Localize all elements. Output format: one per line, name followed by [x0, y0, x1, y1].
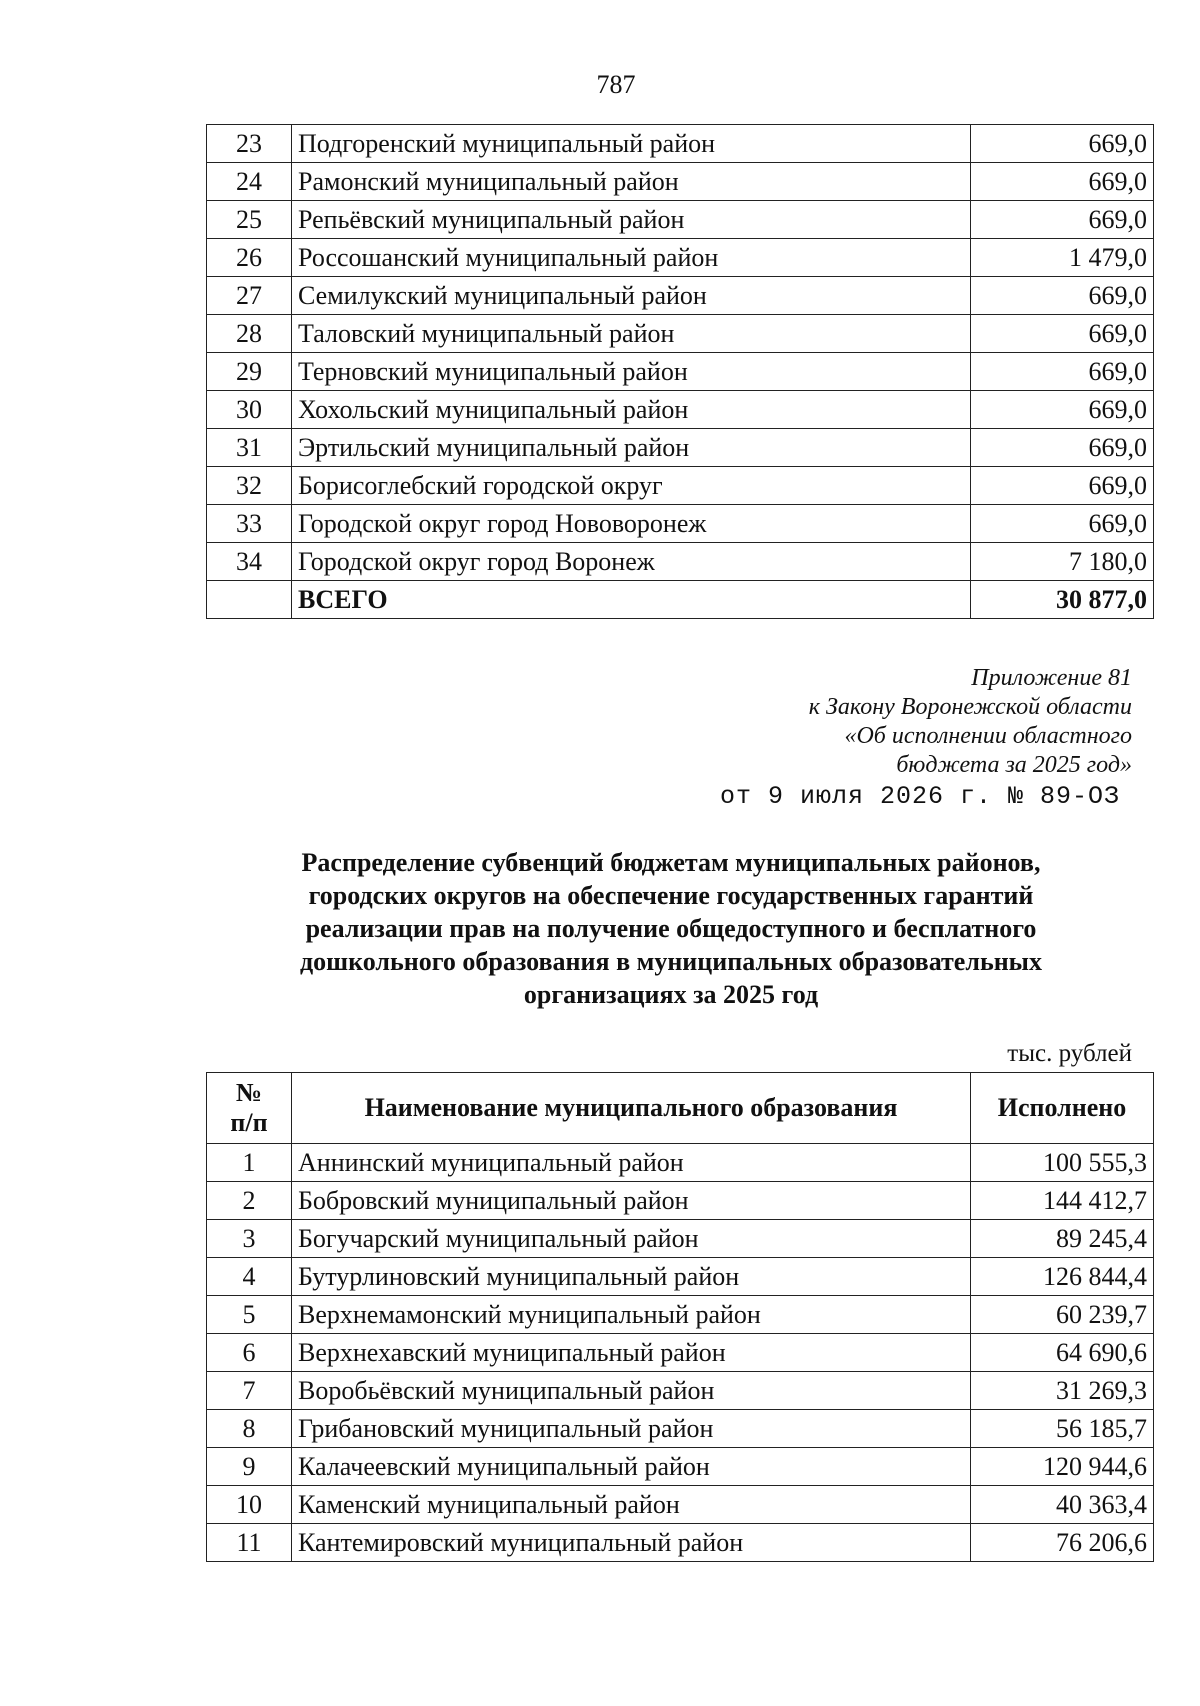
row-name: Терновский муниципальный район: [292, 353, 971, 391]
row-value: 669,0: [971, 353, 1154, 391]
table-row: [207, 1296, 1154, 1334]
title-line: дошкольного образования в муниципальных образовательных: [300, 947, 1042, 976]
row-name: Бутурлиновский муниципальный район: [292, 1258, 971, 1296]
total-value: 30 877,0: [971, 581, 1154, 619]
law-date-stamp: от 9 июля 2026 г. № 89-ОЗ: [719, 782, 1120, 811]
row-name: Калачеевский муниципальный район: [292, 1448, 971, 1486]
row-name: Эртильский муниципальный район: [292, 429, 971, 467]
table-row: [207, 277, 1154, 315]
table-row: [207, 201, 1154, 239]
row-name: Подгоренский муниципальный район: [292, 125, 971, 163]
row-number: 23: [207, 125, 292, 163]
row-number: 28: [207, 315, 292, 353]
row-value: 144 412,7: [971, 1182, 1154, 1220]
table-header-row: [207, 1073, 1154, 1144]
table-row: [207, 1448, 1154, 1486]
row-value: 31 269,3: [971, 1372, 1154, 1410]
title-line: Распределение субвенций бюджетам муниципальных районов,: [301, 848, 1041, 877]
row-number: 25: [207, 201, 292, 239]
row-name: Семилукский муниципальный район: [292, 277, 971, 315]
appendix-line: бюджета за 2025 год»: [896, 752, 1132, 778]
header-number-line1: №: [235, 1078, 263, 1107]
row-number: 27: [207, 277, 292, 315]
row-value: 76 206,6: [971, 1524, 1154, 1562]
title-line: организациях за 2025 год: [523, 980, 819, 1009]
table-row: [207, 1524, 1154, 1562]
table-row: [207, 1334, 1154, 1372]
row-number: 8: [207, 1410, 292, 1448]
row-number: 6: [207, 1334, 292, 1372]
header-number-line2: п/п: [230, 1108, 268, 1137]
table-row: [207, 467, 1154, 505]
row-value: 60 239,7: [971, 1296, 1154, 1334]
row-value: 669,0: [971, 163, 1154, 201]
appendix-note: [809, 664, 1132, 780]
row-number: 1: [207, 1144, 292, 1182]
row-number: 10: [207, 1486, 292, 1524]
row-value: 669,0: [971, 505, 1154, 543]
row-number: 31: [207, 429, 292, 467]
table-row: [207, 543, 1154, 581]
row-number: 32: [207, 467, 292, 505]
table-row: [207, 163, 1154, 201]
row-value: 669,0: [971, 429, 1154, 467]
row-name: Верхнемамонский муниципальный район: [292, 1296, 971, 1334]
row-value: 669,0: [971, 315, 1154, 353]
row-number: 24: [207, 163, 292, 201]
row-name: Таловский муниципальный район: [292, 315, 971, 353]
table-row: [207, 1182, 1154, 1220]
page-number: 787: [596, 70, 636, 99]
row-name: Богучарский муниципальный район: [292, 1220, 971, 1258]
row-value: 40 363,4: [971, 1486, 1154, 1524]
row-name: Репьёвский муниципальный район: [292, 201, 971, 239]
row-name: Кантемировский муниципальный район: [292, 1524, 971, 1562]
table-row: [207, 429, 1154, 467]
top-table: [206, 124, 1154, 619]
table-row: [207, 1372, 1154, 1410]
row-name: Городской округ город Нововоронеж: [292, 505, 971, 543]
table-row: [207, 125, 1154, 163]
table-row: [207, 353, 1154, 391]
row-name: Городской округ город Воронеж: [292, 543, 971, 581]
row-name: Грибановский муниципальный район: [292, 1410, 971, 1448]
row-number: 4: [207, 1258, 292, 1296]
table-row: [207, 505, 1154, 543]
row-number: 33: [207, 505, 292, 543]
row-name: Бобровский муниципальный район: [292, 1182, 971, 1220]
row-name: Аннинский муниципальный район: [292, 1144, 971, 1182]
table-row: [207, 1220, 1154, 1258]
appendix-line: «Об исполнении областного: [844, 723, 1132, 749]
row-name: Хохольский муниципальный район: [292, 391, 971, 429]
row-value: 126 844,4: [971, 1258, 1154, 1296]
table-row: [207, 1410, 1154, 1448]
row-number: 3: [207, 1220, 292, 1258]
row-name: Рамонский муниципальный район: [292, 163, 971, 201]
row-value: 669,0: [971, 277, 1154, 315]
total-number-empty: [207, 581, 292, 619]
row-value: 7 180,0: [971, 543, 1154, 581]
header-number: [207, 1073, 292, 1144]
row-number: 26: [207, 239, 292, 277]
row-value: 89 245,4: [971, 1220, 1154, 1258]
row-number: 30: [207, 391, 292, 429]
row-number: 34: [207, 543, 292, 581]
row-number: 11: [207, 1524, 292, 1562]
total-label: ВСЕГО: [292, 581, 971, 619]
row-name: Борисоглебский городской округ: [292, 467, 971, 505]
units-label: тыс. рублей: [1007, 1040, 1132, 1067]
table-row: [207, 391, 1154, 429]
row-name: Каменский муниципальный район: [292, 1486, 971, 1524]
row-value: 669,0: [971, 125, 1154, 163]
table-row: [207, 1144, 1154, 1182]
row-name: Россошанский муниципальный район: [292, 239, 971, 277]
appendix-line: Приложение 81: [971, 665, 1132, 691]
header-value: Исполнено: [971, 1073, 1154, 1144]
row-value: 669,0: [971, 391, 1154, 429]
table-row: [207, 315, 1154, 353]
header-name: Наименование муниципального образования: [292, 1073, 971, 1144]
row-value: 120 944,6: [971, 1448, 1154, 1486]
bottom-table: [206, 1072, 1154, 1562]
row-value: 669,0: [971, 201, 1154, 239]
table-row: [207, 1486, 1154, 1524]
row-value: 56 185,7: [971, 1410, 1154, 1448]
row-value: 100 555,3: [971, 1144, 1154, 1182]
title-line: городских округов на обеспечение государственных гарантий: [308, 881, 1034, 910]
appendix-line: к Закону Воронежской области: [808, 694, 1132, 720]
row-value: 1 479,0: [971, 239, 1154, 277]
row-value: 64 690,6: [971, 1334, 1154, 1372]
row-number: 29: [207, 353, 292, 391]
total-row: [207, 581, 1154, 619]
row-number: 5: [207, 1296, 292, 1334]
row-number: 9: [207, 1448, 292, 1486]
row-value: 669,0: [971, 467, 1154, 505]
row-name: Верхнехавский муниципальный район: [292, 1334, 971, 1372]
document-title: [206, 846, 1136, 1011]
row-number: 7: [207, 1372, 292, 1410]
title-line: реализации прав на получение общедоступного и бесплатного: [305, 914, 1037, 943]
table-row: [207, 239, 1154, 277]
table-row: [207, 1258, 1154, 1296]
row-name: Воробьёвский муниципальный район: [292, 1372, 971, 1410]
row-number: 2: [207, 1182, 292, 1220]
